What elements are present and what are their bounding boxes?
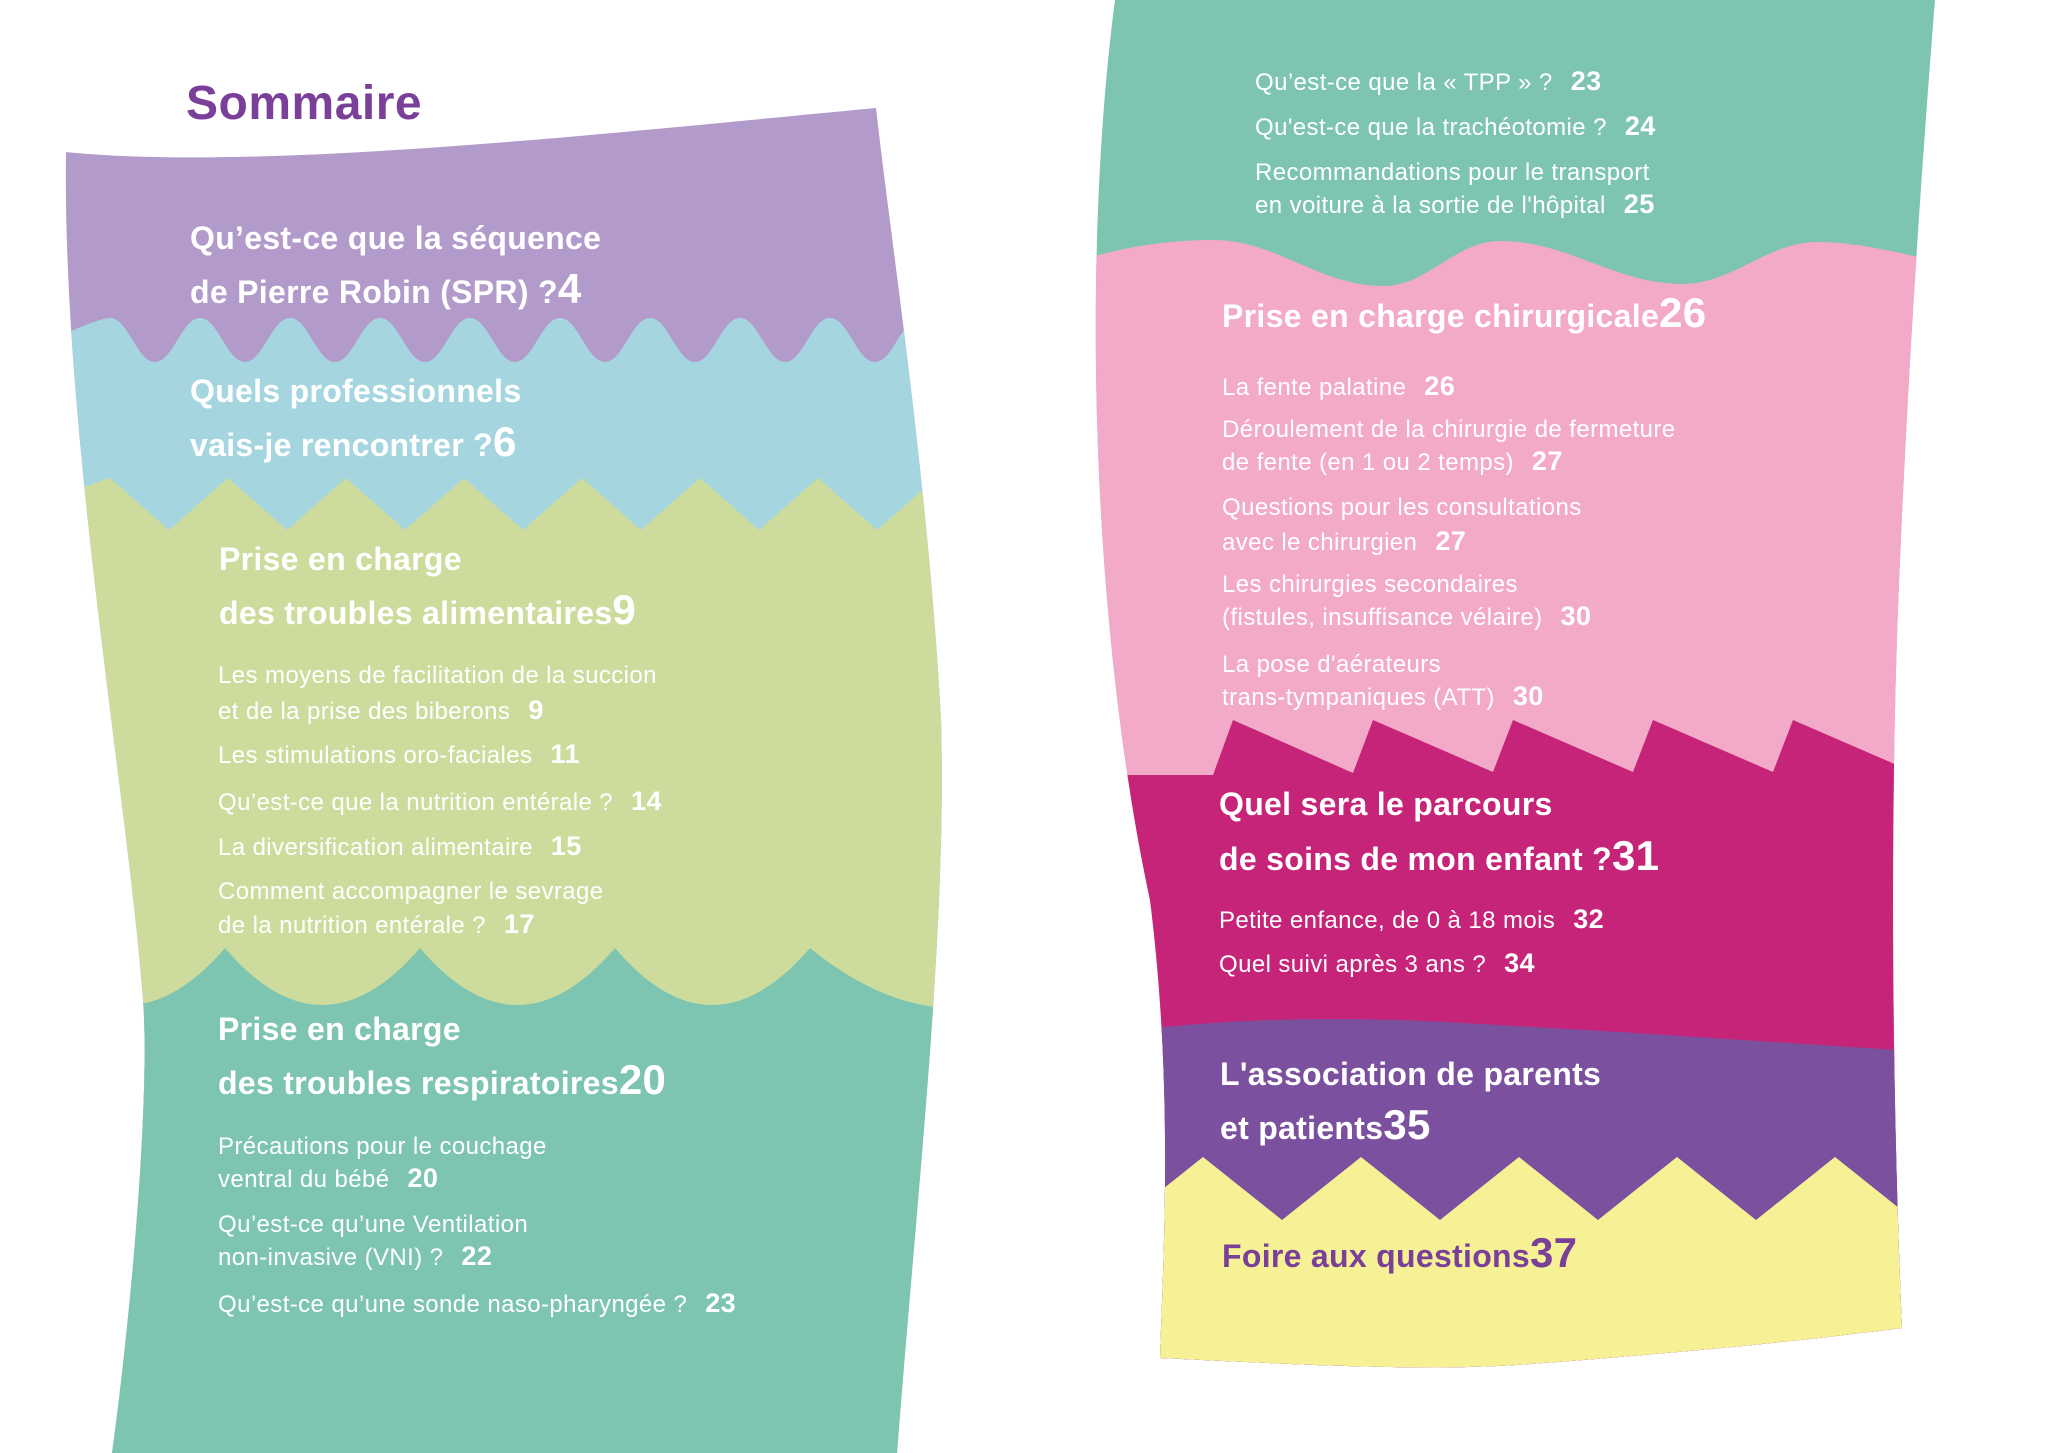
page-number: 23 xyxy=(1570,66,1602,96)
page-number: 17 xyxy=(503,909,535,939)
title-text: Prise en charge chirurgicale xyxy=(1222,298,1660,334)
toc-entry-label: de fente (en 1 ou 2 temps) xyxy=(1222,449,1514,476)
toc-entry-label: et de la prise des biberons xyxy=(218,698,511,725)
title-text: vais-je rencontrer ? xyxy=(190,427,493,463)
page-number: 35 xyxy=(1383,1101,1431,1148)
title-text: L'association de parents xyxy=(1220,1056,1602,1092)
toc-entry-label: Qu’est-ce que la nutrition entérale ? xyxy=(218,789,614,816)
page-number: 26 xyxy=(1659,289,1707,336)
toc-entry xyxy=(218,1133,547,1161)
toc-entry xyxy=(1222,416,1676,444)
toc-entry-label: Qu’est-ce qu’une sonde naso-pharyngée ? xyxy=(218,1291,688,1318)
section-title-line xyxy=(190,373,521,410)
section-title-line xyxy=(219,586,798,634)
toc-entry-label: La fente palatine xyxy=(1222,374,1407,401)
toc-entry xyxy=(1255,159,1650,187)
title-text: Foire aux questions xyxy=(1222,1238,1530,1274)
toc-entry-label: Précautions pour le couchage xyxy=(218,1133,547,1160)
toc-entry xyxy=(1222,681,1623,712)
toc-entry-label: Déroulement de la chirurgie de fermeture xyxy=(1222,416,1676,443)
toc-entry xyxy=(1255,189,1740,220)
title-text: Quels professionnels xyxy=(190,373,522,409)
toc-entry-label: Les chirurgies secondaires xyxy=(1222,571,1518,598)
page-number: 27 xyxy=(1435,526,1467,556)
page-number: 25 xyxy=(1623,189,1655,219)
toc-entry xyxy=(218,695,800,726)
toc-entry xyxy=(218,831,800,862)
toc-entry xyxy=(218,1211,528,1239)
toc-entry xyxy=(1219,948,1623,979)
toc-entry-label: de la nutrition entérale ? xyxy=(218,912,486,939)
section-title-line xyxy=(1220,1101,1623,1149)
toc-entry-label: avec le chirurgien xyxy=(1222,529,1418,556)
toc-entry xyxy=(218,1163,800,1194)
toc-entry-label: Qu’est-ce qu’une Ventilation xyxy=(218,1211,529,1238)
toc-entry xyxy=(1219,904,1623,935)
title-text: Prise en charge xyxy=(218,1011,461,1047)
section-title-line xyxy=(1219,786,1553,823)
toc-entry-label: Quel suivi après 3 ans ? xyxy=(1219,951,1487,978)
toc-entry xyxy=(1222,526,1623,557)
section-title-line xyxy=(219,541,462,578)
page-number: 24 xyxy=(1624,111,1656,141)
toc-entry xyxy=(218,878,604,906)
page-number: 37 xyxy=(1529,1229,1578,1276)
page-number: 20 xyxy=(618,1056,667,1103)
toc-entry xyxy=(1222,571,1518,599)
section-title-line xyxy=(1220,1056,1601,1093)
toc-entry-label: trans-tympaniques (ATT) xyxy=(1222,684,1495,711)
page-number: 6 xyxy=(493,418,517,465)
page-number: 4 xyxy=(557,265,582,312)
page-number: 31 xyxy=(1612,832,1660,879)
page-number: 30 xyxy=(1512,681,1544,711)
page-number: 11 xyxy=(550,739,580,769)
page-number: 20 xyxy=(407,1163,439,1193)
section-title-line xyxy=(190,418,798,466)
toc-entry xyxy=(218,739,800,770)
page-number: 22 xyxy=(461,1241,493,1271)
section-title-line xyxy=(218,1056,798,1104)
toc-entry-label: Comment accompagner le sevrage xyxy=(218,878,604,905)
page-number: 14 xyxy=(631,786,662,816)
toc-entry xyxy=(1222,601,1623,632)
title-text: Prise en charge xyxy=(219,541,462,577)
toc-entry xyxy=(1222,494,1582,522)
page-number: 32 xyxy=(1573,904,1605,934)
section-title-line xyxy=(190,265,798,313)
title-text: Quel sera le parcours xyxy=(1219,786,1553,822)
toc-entry xyxy=(1255,111,1740,142)
page-number: 30 xyxy=(1560,601,1592,631)
section-title-line xyxy=(1219,832,1660,880)
toc-entry-label: ventral du bébé xyxy=(218,1166,390,1193)
page-number: 26 xyxy=(1424,371,1456,401)
section-title-line xyxy=(190,220,601,257)
toc-entry-label: La pose d'aérateurs xyxy=(1222,651,1441,678)
title-text: de soins de mon enfant ? xyxy=(1219,841,1613,877)
toc-entry-label: Recommandations pour le transport xyxy=(1255,159,1650,186)
title-text: de Pierre Robin (SPR) ? xyxy=(190,274,558,310)
toc-entry xyxy=(1222,371,1623,402)
toc-entry-label: Qu'est-ce que la trachéotomie ? xyxy=(1255,114,1607,141)
toc-entry-label: La diversification alimentaire xyxy=(218,834,533,861)
page-number: 9 xyxy=(528,695,544,725)
section-title-line xyxy=(1222,289,1707,337)
section-title-line xyxy=(1222,1229,1623,1277)
title-text: Qu’est-ce que la séquence xyxy=(190,220,602,256)
section-bg-troubles-respiratoires xyxy=(20,948,980,1453)
toc-entry xyxy=(1222,651,1441,679)
toc-entry xyxy=(1255,66,1740,97)
title-text: et patients xyxy=(1220,1110,1384,1146)
page-number: 15 xyxy=(550,831,582,861)
toc-entry xyxy=(1222,446,1623,477)
page-title: Sommaire xyxy=(186,77,423,130)
toc-entry xyxy=(218,786,800,817)
toc-entry-label: Les stimulations oro-faciales xyxy=(218,742,533,769)
section-bg-faq xyxy=(1050,1157,2010,1453)
toc-entry xyxy=(218,662,657,690)
toc-entry-label: non-invasive (VNI) ? xyxy=(218,1244,444,1271)
page-number: 34 xyxy=(1504,948,1535,978)
toc-entry-label: Petite enfance, de 0 à 18 mois xyxy=(1219,907,1556,934)
toc-entry-label: Qu’est-ce que la « TPP » ? xyxy=(1255,69,1553,96)
toc-entry xyxy=(218,1241,800,1272)
toc-entry xyxy=(218,909,800,940)
title-text: des troubles alimentaires xyxy=(219,595,613,631)
page-number: 27 xyxy=(1531,446,1563,476)
toc-entry-label: Questions pour les consultations xyxy=(1222,494,1582,521)
toc-entry-label: en voiture à la sortie de l'hôpital xyxy=(1255,192,1606,219)
title-text: des troubles respiratoires xyxy=(218,1065,619,1101)
page-number: 23 xyxy=(705,1288,737,1318)
toc-entry-label: (fistules, insuffisance vélaire) xyxy=(1222,604,1543,631)
toc-entry-label: Les moyens de facilitation de la succion xyxy=(218,662,657,689)
toc-entry xyxy=(218,1288,800,1319)
page-number: 9 xyxy=(612,586,637,633)
section-title-line xyxy=(218,1011,461,1048)
